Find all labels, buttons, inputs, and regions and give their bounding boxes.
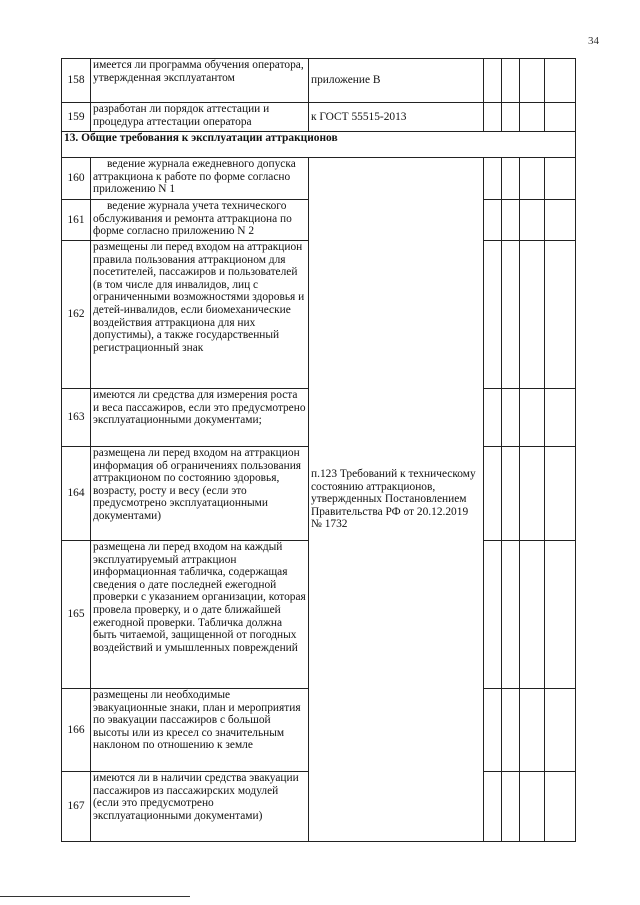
footnote-divider (0, 896, 190, 897)
answer-cell-yes[interactable] (484, 541, 502, 689)
table-row (62, 103, 576, 132)
notes-cell[interactable] (545, 59, 576, 103)
reference-text: к ГОСТ 55515-2013 (309, 103, 484, 132)
answer-cell-yes[interactable] (484, 447, 502, 541)
row-number: 160 (62, 158, 91, 200)
answer-cell-yes[interactable] (484, 158, 502, 200)
answer-cell-no[interactable] (502, 200, 520, 241)
row-number: 163 (62, 389, 91, 447)
notes-cell[interactable] (545, 772, 576, 842)
answer-cell-no[interactable] (502, 772, 520, 842)
question-text: разработан ли порядок аттестации и процедура аттестации оператора (91, 103, 309, 132)
answer-cell-na[interactable] (520, 103, 545, 132)
answer-cell-yes[interactable] (484, 200, 502, 241)
question-text: ведение журнала учета технического обслуживания и ремонта аттракциона по форме согласно приложению N 2 (91, 200, 309, 241)
notes-cell[interactable] (545, 158, 576, 200)
checklist-table (61, 58, 576, 842)
notes-cell[interactable] (545, 541, 576, 689)
answer-cell-na[interactable] (520, 389, 545, 447)
answer-cell-yes[interactable] (484, 103, 502, 132)
row-number: 159 (62, 103, 91, 132)
row-number: 158 (62, 59, 91, 103)
question-text: имеются ли в наличии средства эвакуации пассажиров из пассажирских модулей (если это предусмотрено эксплуатационными документами) (91, 772, 309, 842)
answer-cell-na[interactable] (520, 200, 545, 241)
reference-text: приложение В (309, 59, 484, 103)
answer-cell-no[interactable] (502, 103, 520, 132)
notes-cell[interactable] (545, 241, 576, 389)
question-text: размещены ли перед входом на аттракцион правила пользования аттракционом для посетителей, пассажиров и пользователей (в том числе для инвалидов, лиц с ограниченными возможностями здоровья и детей-инвалидов, если биомеханические воздействия аттракциона для них допустимы), а также государственный регистрационный знак (91, 241, 309, 389)
question-text: имеется ли программа обучения оператора, утвержденная эксплуатантом (91, 59, 309, 103)
shared-reference: п.123 Требований к техническому состоянию аттракционов, утвержденных Постановлением Правительства РФ от 20.12.2019 № 1732 (309, 158, 484, 842)
row-number: 164 (62, 447, 91, 541)
row-number: 162 (62, 241, 91, 389)
question-text: размещена ли перед входом на аттракцион информация об ограничениях пользования аттракционом по состоянию здоровья, возрасту, росту и весу (если это предусмотрено эксплуатационными документами) (91, 447, 309, 541)
notes-cell[interactable] (545, 447, 576, 541)
answer-cell-yes[interactable] (484, 389, 502, 447)
table-row (62, 158, 576, 200)
page-number: 34 (588, 35, 599, 47)
answer-cell-no[interactable] (502, 241, 520, 389)
row-number: 167 (62, 772, 91, 842)
answer-cell-na[interactable] (520, 158, 545, 200)
notes-cell[interactable] (545, 689, 576, 772)
answer-cell-yes[interactable] (484, 689, 502, 772)
table-row (62, 59, 576, 103)
row-number: 165 (62, 541, 91, 689)
notes-cell[interactable] (545, 389, 576, 447)
answer-cell-no[interactable] (502, 158, 520, 200)
answer-cell-no[interactable] (502, 389, 520, 447)
answer-cell-na[interactable] (520, 541, 545, 689)
section-row (62, 132, 576, 158)
question-text: размещены ли необходимые эвакуационные знаки, план и мероприятия по эвакуации пассажиров с большой высоты или из кресел со значительным наклоном по отношению к земле (91, 689, 309, 772)
answer-cell-na[interactable] (520, 772, 545, 842)
question-text: ведение журнала ежедневного допуска аттракциона к работе по форме согласно приложению N 1 (91, 158, 309, 200)
answer-cell-na[interactable] (520, 241, 545, 389)
answer-cell-yes[interactable] (484, 772, 502, 842)
answer-cell-yes[interactable] (484, 59, 502, 103)
answer-cell-na[interactable] (520, 59, 545, 103)
question-text: размещена ли перед входом на каждый эксплуатируемый аттракцион информационная табличка, содержащая сведения о дате последней ежегодной проверки с указанием организации, которая провела проверку, и о дате ближайшей ежегодной проверки. Табличка должна быть читаемой, защищенной от погодных воздействий и умышленных повреждений (91, 541, 309, 689)
section-title: 13. Общие требования к эксплуатации аттракционов (62, 132, 576, 158)
question-text: имеются ли средства для измерения роста и веса пассажиров, если это предусмотрено эксплуатационными документами; (91, 389, 309, 447)
answer-cell-yes[interactable] (484, 241, 502, 389)
answer-cell-na[interactable] (520, 447, 545, 541)
answer-cell-no[interactable] (502, 689, 520, 772)
notes-cell[interactable] (545, 103, 576, 132)
row-number: 161 (62, 200, 91, 241)
answer-cell-no[interactable] (502, 447, 520, 541)
notes-cell[interactable] (545, 200, 576, 241)
answer-cell-no[interactable] (502, 59, 520, 103)
answer-cell-no[interactable] (502, 541, 520, 689)
row-number: 166 (62, 689, 91, 772)
answer-cell-na[interactable] (520, 689, 545, 772)
